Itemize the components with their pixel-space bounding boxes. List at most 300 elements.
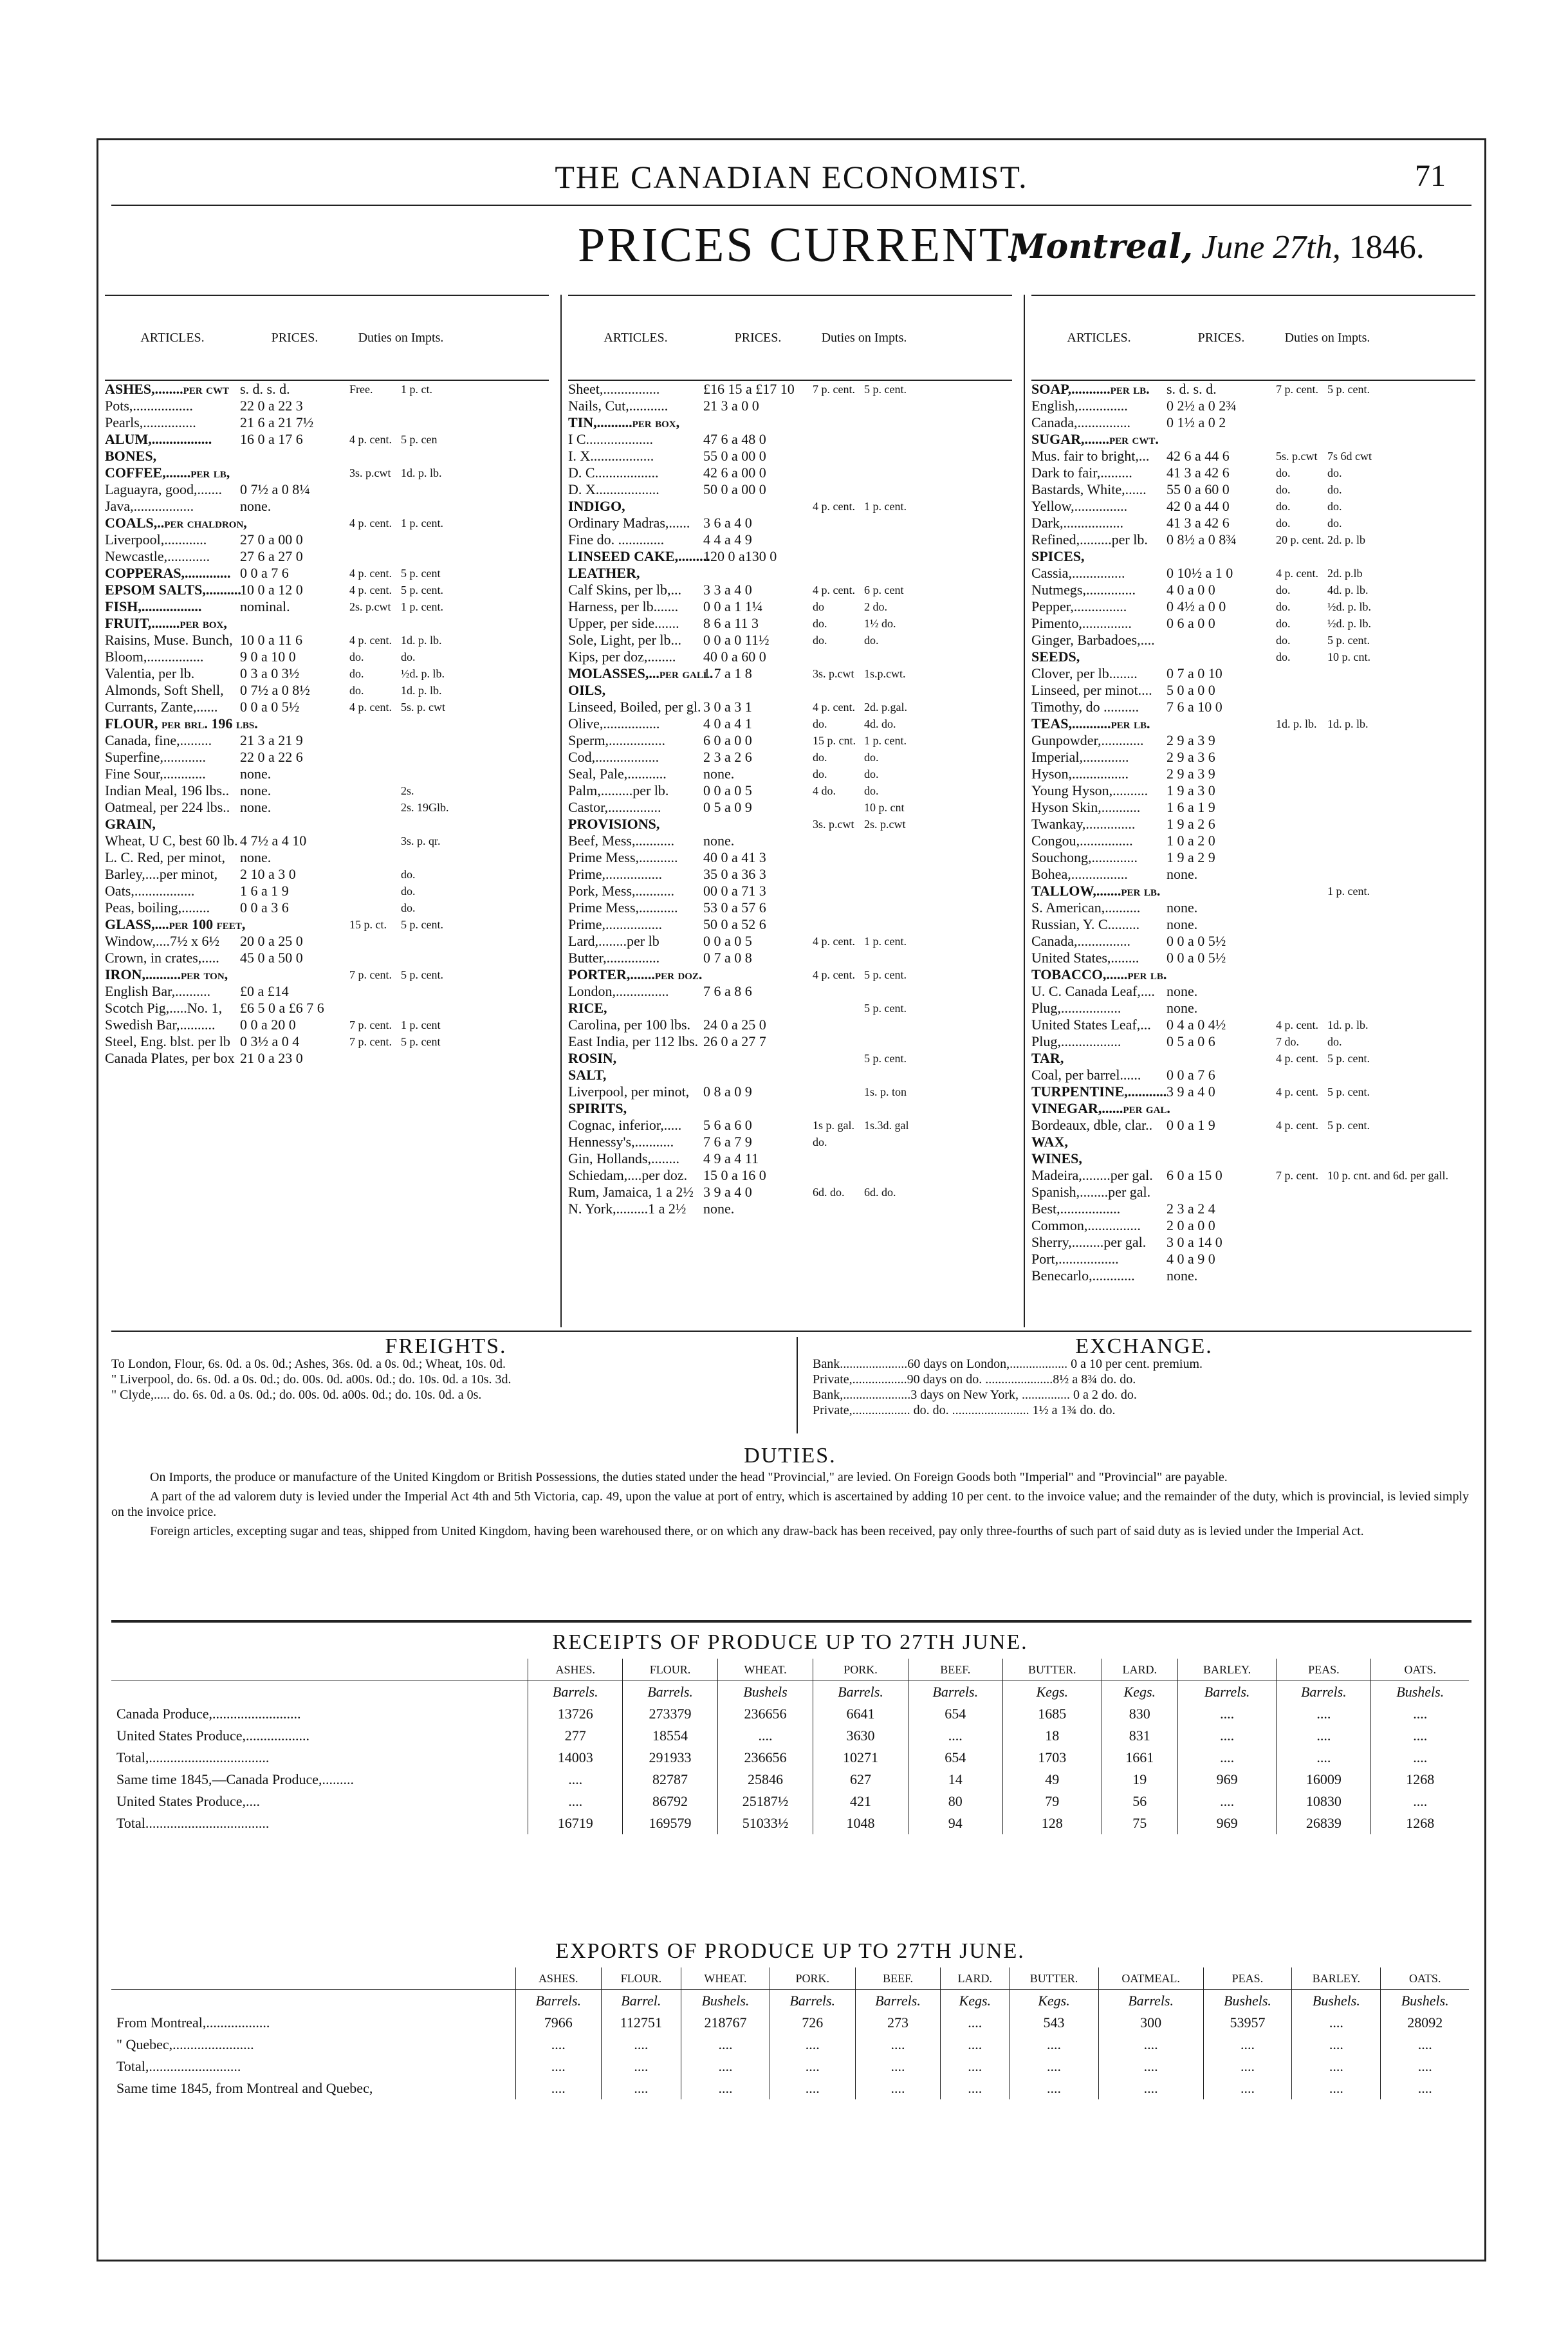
price-row — [1031, 883, 1475, 899]
exchange-section — [813, 1334, 1475, 1418]
imperial-duty — [1276, 933, 1327, 950]
imperial-duty: 7 p. cent. — [349, 968, 392, 981]
row-label: " Quebec,....................... — [116, 2036, 254, 2052]
imperial-duty — [1276, 899, 1327, 916]
provincial-duty — [1327, 933, 1379, 950]
imperial-duty: do. — [1276, 650, 1291, 663]
cell-value: .... — [1010, 2056, 1099, 2077]
price-row — [1031, 1017, 1475, 1033]
imperial-duty — [813, 682, 864, 699]
price-row — [105, 414, 549, 431]
price-row — [105, 615, 549, 632]
article-name: Timothy, do .......... — [1031, 699, 1139, 715]
price-row — [1031, 448, 1475, 465]
imperial-duty — [349, 782, 401, 799]
imperial-duty — [813, 1050, 864, 1067]
imperial-duty — [813, 1033, 864, 1050]
article-price: 0 5 a 0 9 — [703, 799, 752, 815]
provincial-duty — [1327, 548, 1379, 565]
provincial-duty — [401, 398, 452, 414]
article-name: FRUIT,........per box, — [105, 615, 227, 631]
imperial-duty: do. — [349, 650, 364, 663]
price-row — [1031, 1184, 1475, 1201]
article-name: LINSEED CAKE,......... — [568, 548, 710, 564]
article-name: GLASS,....per 100 feet, — [105, 916, 246, 932]
cell-value: .... — [681, 2077, 770, 2099]
article-name: London,............... — [568, 983, 669, 999]
article-name: ALUM,................. — [105, 431, 212, 447]
header-articles: ARTICLES. — [604, 331, 668, 345]
article-price: 8 6 a 11 3 — [703, 615, 759, 631]
article-name: LEATHER, — [568, 565, 640, 581]
table-row — [111, 1791, 1469, 1812]
article-price — [1167, 431, 1276, 448]
cell-value: .... — [601, 2056, 681, 2077]
price-row — [1031, 1000, 1475, 1017]
imperial-duty: 15 p. cnt. — [813, 734, 856, 747]
article-name: Schiedam,....per doz. — [568, 1167, 688, 1183]
price-row — [1031, 565, 1475, 582]
cell-value: .... — [770, 2077, 855, 2099]
article-price: 1 6 a 1 9 — [240, 883, 289, 899]
imperial-duty — [1276, 1184, 1327, 1201]
article-name: Gunpowder,............ — [1031, 732, 1144, 748]
imperial-duty — [349, 732, 401, 749]
price-row — [568, 1134, 1012, 1150]
provincial-duty — [1327, 782, 1379, 799]
cell-value: 627 — [813, 1769, 908, 1791]
cell-value: .... — [515, 2056, 601, 2077]
provincial-duty: 1d. p. lb. — [401, 466, 442, 479]
cell-value: .... — [1098, 2034, 1203, 2056]
article-name: PROVISIONS, — [568, 816, 660, 832]
price-row — [568, 1033, 1012, 1050]
article-price: 2 3 a 2 6 — [703, 749, 752, 765]
imperial-duty: do — [813, 600, 824, 613]
article-price — [240, 515, 349, 531]
unit-label: Barrels. — [1277, 1681, 1371, 1704]
price-row — [1031, 1083, 1475, 1100]
price-row — [1031, 531, 1475, 548]
provincial-duty — [864, 1067, 916, 1083]
article-name: PORTER,.......per doz. — [568, 966, 703, 982]
dateline-city: Montreal, — [1009, 227, 1194, 266]
duties-paragraph: A part of the ad valorem duty is levied under the Imperial Act 4th and 5th Victoria, cap. 49, upon the value at port of entry, which is ascertained by adding 10 per cent. to the invoice value; and the remainder of the duty, which is provincial, is levied simply on the invoice price. — [111, 1489, 1469, 1519]
cell-value: 236656 — [717, 1703, 813, 1725]
imperial-duty — [349, 816, 401, 833]
article-price: nominal. — [240, 598, 290, 614]
cell-value: 49 — [1002, 1769, 1102, 1791]
price-row — [568, 883, 1012, 899]
article-price: none. — [1167, 916, 1198, 932]
provincial-duty: 5 p. cent. — [1327, 1119, 1370, 1132]
article-price: 0 4½ a 0 0 — [1167, 598, 1226, 614]
cell-value: .... — [681, 2056, 770, 2077]
article-name: Superfine,............ — [105, 749, 207, 765]
cell-value: .... — [1371, 1747, 1469, 1769]
provincial-duty — [1327, 866, 1379, 883]
cell-value: 128 — [1002, 1812, 1102, 1834]
provincial-duty: 1 p. cent. — [864, 500, 907, 513]
article-name: Linseed, Boiled, per gl. — [568, 699, 701, 715]
article-price: none. — [1167, 866, 1198, 882]
article-name: WINES, — [1031, 1150, 1082, 1166]
provincial-duty: 2 do. — [864, 600, 887, 613]
article-name: East India, per 112 lbs. — [568, 1033, 699, 1049]
article-price: 0 3½ a 0 4 — [240, 1033, 300, 1049]
imperial-duty — [813, 883, 864, 899]
column-heading: BARLEY. — [1292, 1967, 1381, 1990]
article-name: Almonds, Soft Shell, — [105, 682, 224, 698]
imperial-duty — [349, 1000, 401, 1017]
price-row — [105, 1050, 549, 1067]
provincial-duty: 2d. p. lb — [1327, 533, 1366, 546]
price-row — [105, 582, 549, 598]
price-row — [1031, 515, 1475, 531]
article-price — [703, 816, 813, 833]
article-price: 21 6 a 21 7½ — [240, 414, 314, 430]
provincial-duty: 1 p. cent — [401, 1018, 441, 1031]
provincial-duty — [864, 899, 916, 916]
article-name: English,.............. — [1031, 398, 1128, 414]
imperial-duty: 7 p. cent. — [349, 1035, 392, 1048]
article-name: Castor,............... — [568, 799, 661, 815]
article-price: 2 9 a 3 9 — [1167, 766, 1215, 782]
article-name: WAX, — [1031, 1134, 1068, 1150]
provincial-duty — [1327, 431, 1379, 448]
imperial-duty — [1276, 665, 1327, 682]
article-name: Laguayra, good,....... — [105, 481, 223, 497]
unit-label: Barrels. — [623, 1681, 717, 1704]
cell-value: 969 — [1178, 1812, 1277, 1834]
article-price: 21 0 a 23 0 — [240, 1050, 303, 1066]
exports-section — [111, 1939, 1469, 2099]
price-row — [1031, 833, 1475, 849]
provincial-duty: do. — [1327, 500, 1342, 513]
column-heading: OATMEAL. — [1098, 1967, 1203, 1990]
column-header — [105, 295, 549, 381]
table-row — [111, 1747, 1469, 1769]
price-row — [1031, 431, 1475, 448]
article-price: 7 6 a 8 6 — [703, 983, 752, 999]
provincial-duty: do. — [401, 650, 416, 663]
prices-column-2 — [568, 295, 1012, 1324]
provincial-duty — [401, 766, 452, 782]
article-name: Hennessy's,........... — [568, 1134, 674, 1150]
column-heading: ASHES. — [515, 1967, 601, 1990]
cell-value: 10271 — [813, 1747, 908, 1769]
imperial-duty — [349, 715, 401, 732]
cell-value: .... — [515, 2034, 601, 2056]
price-row — [568, 833, 1012, 849]
article-price: 40 0 a 41 3 — [703, 849, 766, 865]
price-row — [568, 1017, 1012, 1033]
provincial-duty: do. — [1327, 483, 1342, 496]
imperial-duty: 7 do. — [1276, 1035, 1299, 1048]
price-row — [105, 682, 549, 699]
unit-label: Bushels. — [1371, 1681, 1469, 1704]
provincial-duty — [1327, 1134, 1379, 1150]
provincial-duty: 5 p. cent. — [401, 918, 443, 931]
article-price: 0 7½ a 0 8½ — [240, 682, 310, 698]
article-price: 2 10 a 3 0 — [240, 866, 296, 882]
page-header — [98, 153, 1484, 198]
provincial-duty: 5 p. cent. — [864, 383, 907, 396]
provincial-duty — [401, 933, 452, 950]
imperial-duty: 4 p. cent. — [1276, 567, 1318, 580]
provincial-duty — [864, 916, 916, 933]
cell-value: .... — [1371, 1725, 1469, 1747]
imperial-duty — [1276, 1267, 1327, 1284]
article-name: Cassia,............... — [1031, 565, 1125, 581]
cell-value: 16719 — [528, 1812, 623, 1834]
cell-value: 94 — [908, 1812, 1002, 1834]
provincial-duty: 5 p. cent — [401, 1035, 441, 1048]
article-price — [1167, 1100, 1276, 1117]
article-name: Mus. fair to bright,... — [1031, 448, 1150, 464]
unit-label: Barrels. — [813, 1681, 908, 1704]
provincial-duty — [864, 448, 916, 465]
cell-value: .... — [941, 2034, 1010, 2056]
freights-line: " Clyde,..... do. 6s. 0d. a 0s. 0d.; do. 00s. 0d. a00s. 0d.; do. 10s. 0d. a 0s. — [111, 1388, 482, 1402]
article-price: 7 6 a 10 0 — [1167, 699, 1222, 715]
article-name: Barley,....per minot, — [105, 866, 218, 882]
prices-bottom-rule — [111, 1331, 1471, 1332]
article-name: SPICES, — [1031, 548, 1085, 564]
article-name: United States,........ — [1031, 950, 1139, 966]
article-price: 120 0 a130 0 — [703, 548, 777, 564]
article-name: Wheat, U C, best 60 lb. — [105, 833, 238, 849]
article-name: Oatmeal, per 224 lbs.. — [105, 799, 230, 815]
unit-label — [111, 1990, 515, 2013]
row-label: United States Produce,.................. — [116, 1727, 310, 1744]
price-row — [568, 1100, 1012, 1117]
article-price: s. d. s. d. — [1167, 381, 1217, 397]
price-row — [1031, 899, 1475, 916]
imperial-duty — [1276, 1201, 1327, 1217]
imperial-duty — [349, 1050, 401, 1067]
imperial-duty: 4 p. cent. — [813, 968, 855, 981]
provincial-duty: do. — [864, 768, 879, 780]
article-name: Canada,............... — [1031, 933, 1130, 949]
article-price: 1 0 a 2 0 — [1167, 833, 1215, 849]
imperial-duty: 4 p. cent. — [349, 433, 392, 446]
cell-value: 18554 — [623, 1725, 717, 1747]
price-row — [105, 933, 549, 950]
article-name: Pepper,............... — [1031, 598, 1127, 614]
article-name: I. X.................. — [568, 448, 654, 464]
price-row — [105, 983, 549, 1000]
price-row — [105, 883, 549, 899]
price-row — [105, 866, 549, 883]
cell-value: .... — [1178, 1725, 1277, 1747]
article-name: TIN,..........per box, — [568, 414, 680, 430]
exchange-line: Bank.....................60 days on London,.................. 0 a 10 per cent. premium. — [813, 1357, 1203, 1371]
receipts-table — [111, 1659, 1469, 1834]
article-name: Upper, per side....... — [568, 615, 679, 631]
article-name: S. American,.......... — [1031, 899, 1141, 916]
price-row — [568, 816, 1012, 833]
article-price: 0 1½ a 0 2 — [1167, 414, 1226, 430]
unit-label: Kegs. — [941, 1990, 1010, 2013]
unit-label: Barrels. — [528, 1681, 623, 1704]
cell-value: .... — [1292, 2056, 1381, 2077]
article-name: Bohea,................ — [1031, 866, 1128, 882]
price-row — [1031, 649, 1475, 665]
imperial-duty — [349, 548, 401, 565]
article-name: Russian, Y. C......... — [1031, 916, 1140, 932]
provincial-duty: 1d. p. lb. — [401, 684, 442, 697]
cell-value: 18 — [1002, 1725, 1102, 1747]
article-price: 1 7 a 1 8 — [703, 665, 752, 681]
article-price: 1 9 a 3 0 — [1167, 782, 1215, 798]
cell-value: 236656 — [717, 1747, 813, 1769]
provincial-duty — [864, 1100, 916, 1117]
provincial-duty — [864, 983, 916, 1000]
unit-label: Kegs. — [1102, 1681, 1177, 1704]
article-price: 0 3 a 0 3½ — [240, 665, 300, 681]
article-price: 3 9 a 4 0 — [1167, 1083, 1215, 1100]
price-row — [1031, 481, 1475, 498]
price-row — [1031, 983, 1475, 1000]
article-price: 0 10½ a 1 0 — [1167, 565, 1233, 581]
price-row — [568, 465, 1012, 481]
article-name: U. C. Canada Leaf,.... — [1031, 983, 1155, 999]
price-row — [1031, 1150, 1475, 1167]
cell-value: .... — [1203, 2034, 1292, 2056]
article-price — [1167, 1184, 1276, 1201]
imperial-duty — [1276, 749, 1327, 766]
provincial-duty: 1 p. ct. — [401, 383, 432, 396]
column-heading: FLOUR. — [601, 1967, 681, 1990]
article-price: 0 2½ a 0 2¾ — [1167, 398, 1237, 414]
article-price: none. — [703, 766, 735, 782]
price-row — [1031, 1033, 1475, 1050]
price-row — [568, 649, 1012, 665]
article-price: 0 6 a 0 0 — [1167, 615, 1215, 631]
price-row — [105, 749, 549, 766]
cell-value: .... — [601, 2034, 681, 2056]
provincial-duty: 10 p. cnt. — [1327, 650, 1370, 663]
price-rows — [568, 381, 1012, 1217]
provincial-duty — [1327, 1267, 1379, 1284]
price-row — [1031, 632, 1475, 649]
price-row — [1031, 933, 1475, 950]
provincial-duty — [864, 649, 916, 665]
imperial-duty — [349, 498, 401, 515]
cell-value: .... — [1371, 1791, 1469, 1812]
price-row — [1031, 1201, 1475, 1217]
article-name: Harness, per lb....... — [568, 598, 679, 614]
article-price — [1167, 649, 1276, 665]
price-row — [1031, 866, 1475, 883]
price-row — [105, 833, 549, 849]
cell-value: 112751 — [601, 2012, 681, 2034]
article-name: BONES, — [105, 448, 157, 464]
imperial-duty — [1276, 983, 1327, 1000]
provincial-duty — [401, 950, 452, 966]
article-price: none. — [703, 1201, 735, 1217]
imperial-duty: do. — [1276, 517, 1291, 530]
provincial-duty — [864, 414, 916, 431]
provincial-duty: do. — [401, 901, 416, 914]
article-price — [703, 414, 813, 431]
price-row — [1031, 1234, 1475, 1251]
price-row — [105, 381, 549, 398]
price-row — [568, 1067, 1012, 1083]
cell-value: 421 — [813, 1791, 908, 1812]
cell-value: 19 — [1102, 1769, 1177, 1791]
imperial-duty — [813, 565, 864, 582]
imperial-duty — [813, 833, 864, 849]
price-row — [568, 916, 1012, 933]
provincial-duty: do. — [864, 751, 879, 764]
imperial-duty — [1276, 883, 1327, 899]
provincial-duty — [1327, 682, 1379, 699]
cell-value: 14003 — [528, 1747, 623, 1769]
article-name: Liverpool, per minot, — [568, 1083, 690, 1100]
article-name: Prime Mess,........... — [568, 899, 678, 916]
unit-label: Barrels. — [770, 1990, 855, 2013]
article-price: 3 0 a 14 0 — [1167, 1234, 1222, 1250]
cell-value: 1048 — [813, 1812, 908, 1834]
imperial-duty: 20 p. cent. — [1276, 533, 1324, 546]
page-number: 71 — [1415, 159, 1446, 193]
receipts-title: RECEIPTS OF PRODUCE UP TO 27TH JUNE. — [552, 1630, 1028, 1654]
article-name: Gin, Hollands,........ — [568, 1150, 679, 1166]
price-row — [1031, 615, 1475, 632]
provincial-duty: 5 p. cent. — [401, 968, 443, 981]
provincial-duty — [1327, 1184, 1379, 1201]
article-name: D. C.................. — [568, 465, 659, 481]
cell-value: 16009 — [1277, 1769, 1371, 1791]
provincial-duty — [401, 481, 452, 498]
unit-label: Kegs. — [1002, 1681, 1102, 1704]
article-price: 6 0 a 0 0 — [703, 732, 752, 748]
price-row — [568, 699, 1012, 715]
exchange-line: Private,.................. do. do. ........................ 1½ a 1¾ do. do. — [813, 1403, 1116, 1417]
cell-value: .... — [1178, 1747, 1277, 1769]
dateline — [1009, 227, 1425, 266]
provincial-duty: 1½ do. — [864, 617, 896, 630]
imperial-duty — [1276, 431, 1327, 448]
cell-value: .... — [1010, 2077, 1099, 2099]
article-name: Butter,............... — [568, 950, 660, 966]
article-price: 1 6 a 1 9 — [1167, 799, 1215, 815]
article-name: Palm,.........per lb. — [568, 782, 669, 798]
duties-title: DUTIES. — [744, 1444, 836, 1468]
article-price — [1167, 632, 1276, 649]
freights-line: To London, Flour, 6s. 0d. a 0s. 0d.; Ashes, 36s. 0d. a 0s. 0d.; Wheat, 10s. 0d. — [111, 1357, 506, 1371]
cell-value: 831 — [1102, 1725, 1177, 1747]
article-name: Canada,............... — [1031, 414, 1130, 430]
price-row — [568, 515, 1012, 531]
article-name: Benecarlo,............ — [1031, 1267, 1135, 1284]
header-duties: Duties on Impts. — [1284, 331, 1370, 345]
price-row — [105, 766, 549, 782]
imperial-duty — [349, 899, 401, 916]
cell-value: 218767 — [681, 2012, 770, 2034]
provincial-duty: 1 p. cent. — [864, 734, 907, 747]
price-row — [568, 782, 1012, 799]
article-name: Pots,................. — [105, 398, 193, 414]
article-name: Port,................. — [1031, 1251, 1119, 1267]
cell-value: 654 — [908, 1747, 1002, 1769]
article-price: 4 0 a 0 0 — [1167, 582, 1215, 598]
price-row — [105, 649, 549, 665]
provincial-duty — [1327, 899, 1379, 916]
imperial-duty — [1276, 1251, 1327, 1267]
